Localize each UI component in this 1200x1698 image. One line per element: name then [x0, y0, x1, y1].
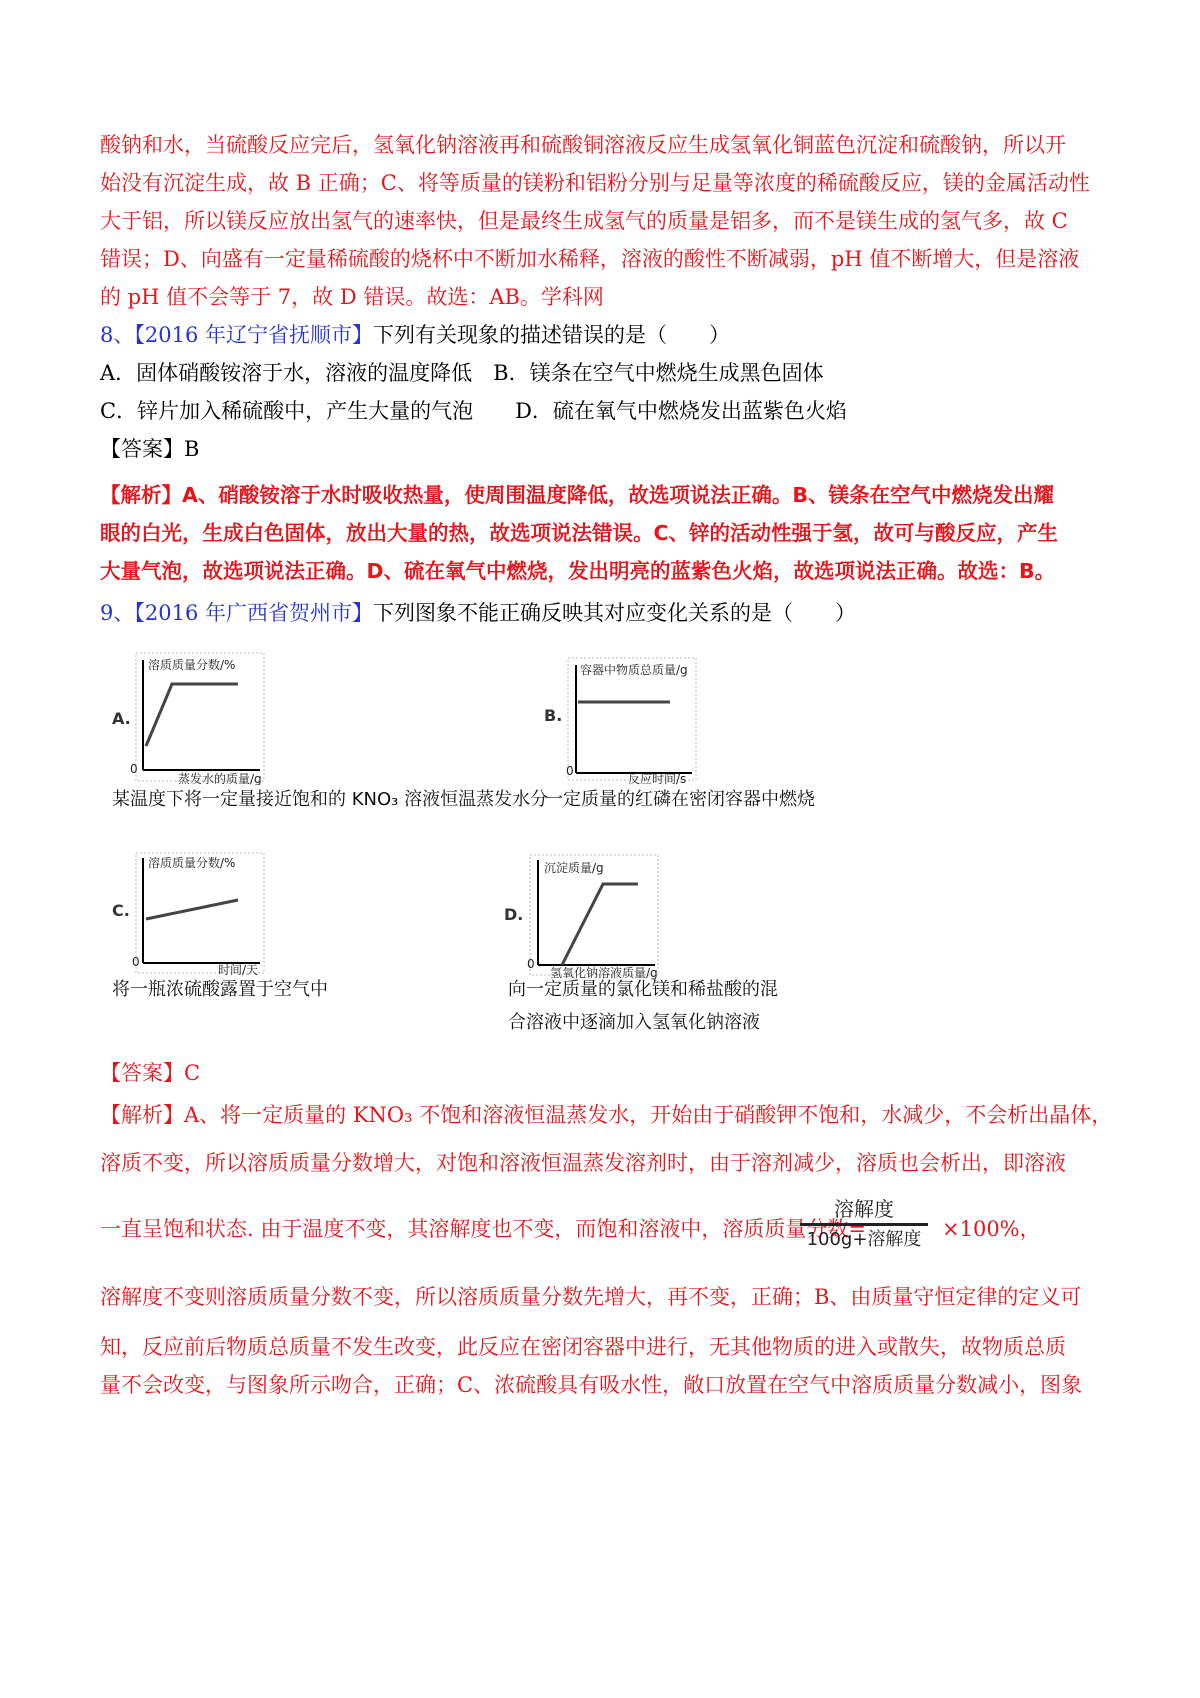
question-8-analysis-line-1: 【解析】A、硝酸铵溶于水时吸收热量，使周围温度降低，故选项说法正确。B、镁条在空气中燃烧发出耀	[100, 483, 1054, 507]
graph-d-origin: 0	[527, 957, 535, 971]
question-8-options-ab: A．固体硝酸铵溶于水，溶液的温度降低 B．镁条在空气中燃烧生成黑色固体	[100, 361, 824, 385]
graph-d-curve	[562, 884, 638, 965]
fraction-denominator: 100g+溶解度	[806, 1229, 922, 1250]
graph-a-ylabel: 溶质质量分数/%	[148, 658, 236, 672]
question-9-answer: 【答案】C	[100, 1061, 201, 1085]
graph-c-xlabel: 时间/天	[218, 963, 259, 977]
graph-b-caption: 一定质量的红磷在密闭容器中燃烧	[545, 789, 815, 810]
question-9-source: 【2016 年广西省贺州市】	[134, 601, 373, 625]
question-9-analysis-line-1: 【解析】A、将一定质量的 KNO₃ 不饱和溶液恒温蒸发水，开始由于硝酸钾不饱和，水减少，不会析出晶体，	[100, 1103, 1113, 1127]
prev-analysis-line-1: 酸钠和水，当硫酸反应完后，氢氧化钠溶液再和硫酸铜溶液反应生成氢氧化铜蓝色沉淀和硫酸钠，所以开	[100, 133, 1066, 157]
question-8-stem	[100, 320, 730, 350]
graph-a-xlabel: 蒸发水的质量/g	[178, 772, 262, 785]
graph-b-letter: B.	[544, 706, 563, 725]
graph-a-caption: 某温度下将一定量接近饱和的 KNO₃ 溶液恒温蒸发水分	[112, 789, 549, 810]
graph-c-origin: 0	[132, 955, 140, 969]
question-8-analysis-line-2: 眼的白光，生成白色固体，放出大量的热，故选项说法错误。C、锌的活动性强于氢，故可与酸反应，产生	[100, 521, 1059, 545]
solubility-fraction	[798, 1196, 930, 1253]
graph-d-caption-line-1: 向一定质量的氯化镁和稀盐酸的混	[508, 979, 778, 1000]
question-9-analysis-line-6: 量不会改变，与图象所示吻合，正确；C、浓硫酸具有吸水性，敞口放置在空气中溶质质量分数减小，图象	[100, 1373, 1083, 1397]
graph-a-curve	[146, 684, 238, 746]
question-9-analysis-line-4: 溶解度不变则溶质质量分数不变，所以溶质质量分数先增大，再不变，正确；B、由质量守恒定律的定义可	[100, 1285, 1082, 1309]
question-9-analysis-percent: ×100%，	[942, 1217, 1041, 1241]
question-8-number: 8、	[100, 323, 135, 347]
question-8-text: 下列有关现象的描述错误的是（ ）	[373, 323, 730, 347]
graph-b-xlabel: 反应时间/s	[628, 772, 687, 785]
graph-c-curve	[146, 900, 238, 919]
graph-c-ylabel: 溶质质量分数/%	[148, 856, 236, 870]
question-8-answer: 【答案】B	[100, 437, 200, 461]
prev-analysis-line-3: 大于铝，所以镁反应放出氢气的速率快，但是最终生成氢气的质量是铝多，而不是镁生成的氢气多，故 C	[100, 209, 1068, 233]
graph-d-letter: D.	[504, 905, 524, 924]
question-9-stem	[100, 598, 856, 628]
graph-c-letter: C.	[112, 901, 130, 920]
graph-a-letter: A.	[112, 709, 131, 728]
graph-a	[108, 650, 278, 785]
prev-analysis-line-2: 始没有沉淀生成，故 B 正确；C、将等质量的镁粉和铝粉分别与足量等浓度的稀硫酸反应，镁的金属活动性	[100, 171, 1090, 195]
fraction-numerator: 溶解度	[834, 1197, 894, 1221]
graph-c-frame	[136, 853, 264, 973]
question-8-source: 【2016 年辽宁省抚顺市】	[134, 323, 373, 347]
prev-analysis-line-4: 错误；D、向盛有一定量稀硫酸的烧杯中不断加水稀释，溶液的酸性不断减弱，pH 值不断增大，但是溶液	[100, 247, 1080, 271]
graph-b-origin: 0	[566, 764, 574, 778]
question-9-analysis-line-3: 一直呈饱和状态. 由于温度不变，其溶解度也不变，而饱和溶液中，溶质质量分数=	[100, 1217, 866, 1241]
fraction-bar	[800, 1223, 928, 1226]
graph-a-frame	[136, 653, 264, 781]
graph-b	[540, 655, 710, 785]
question-9-analysis-line-2: 溶质不变，所以溶质质量分数增大，对饱和溶液恒温蒸发溶剂时，由于溶剂减少，溶质也会析出，即溶液	[100, 1151, 1066, 1175]
graph-a-origin: 0	[130, 762, 138, 776]
question-9-text: 下列图象不能正确反映其对应变化关系的是（ ）	[373, 601, 856, 625]
prev-analysis-line-5: 的 pH 值不会等于 7，故 D 错误。故选：AB。学科网	[100, 285, 604, 309]
graph-c	[108, 850, 278, 978]
question-9-number: 9、	[100, 601, 135, 625]
graph-d-xlabel: 氢氧化钠溶液质量/g	[550, 966, 658, 980]
question-8-options-cd: C．锌片加入稀硫酸中，产生大量的气泡 D．硫在氧气中燃烧发出蓝紫色火焰	[100, 399, 847, 423]
graph-d-caption-line-2: 合溶液中逐滴加入氢氧化钠溶液	[508, 1012, 760, 1033]
graph-b-ylabel: 容器中物质总质量/g	[580, 663, 688, 677]
graph-c-caption: 将一瓶浓硫酸露置于空气中	[112, 979, 328, 1000]
graph-d	[500, 852, 675, 980]
question-9-analysis-line-5: 知，反应前后物质总质量不发生改变，此反应在密闭容器中进行，无其他物质的进入或散失，故物质总质	[100, 1335, 1066, 1359]
question-8-analysis-line-3: 大量气泡，故选项说法正确。D、硫在氧气中燃烧，发出明亮的蓝紫色火焰，故选项说法正确。故选：B。	[100, 559, 1056, 583]
graph-d-ylabel: 沉淀质量/g	[544, 861, 604, 875]
